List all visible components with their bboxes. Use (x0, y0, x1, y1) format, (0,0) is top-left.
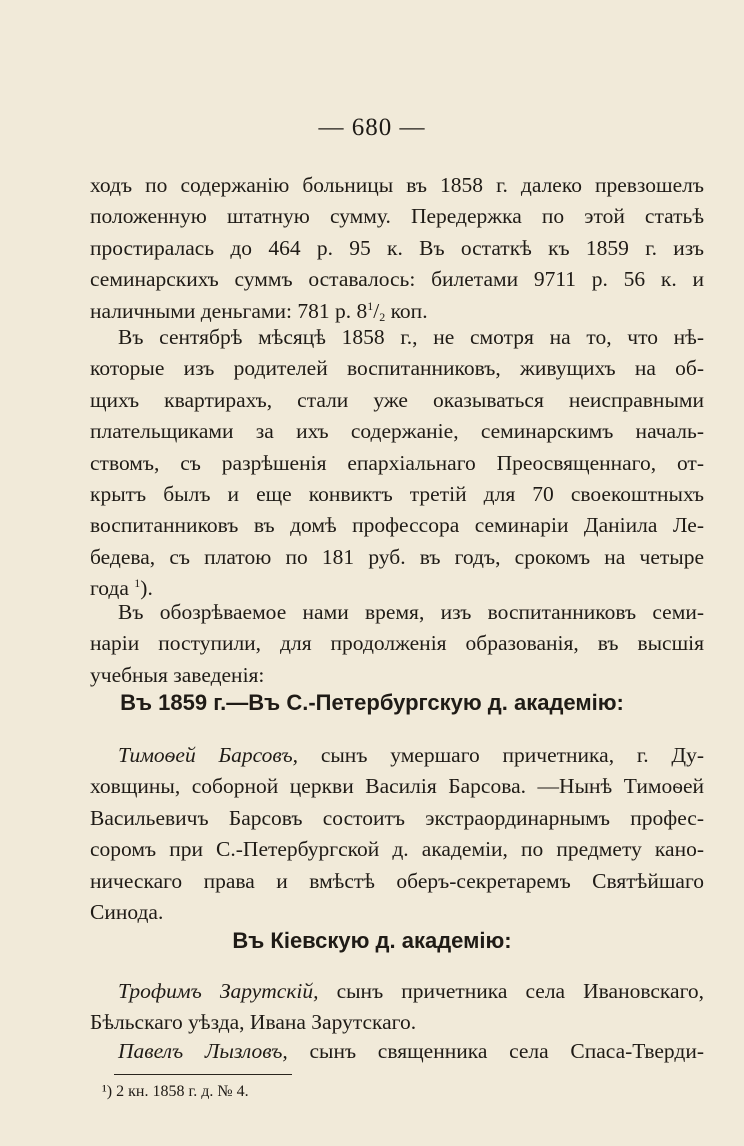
text-line: воспитанниковъ въ домѣ профессора семинаріи Даніила Ле- (90, 513, 704, 538)
person-name: Павелъ Лызловъ, (118, 1039, 288, 1063)
text-line: Тимоѳей Барсовъ, сынъ умершаго причетника, г. Ду- (118, 743, 705, 767)
text-line: Въ обозрѣваемое нами время, изъ воспитанниковъ семи- (118, 600, 704, 624)
text-line-last: наличными деньгами: 781 р. $8^1/_2$ коп. (90, 298, 428, 324)
text-line: Трофимъ Зарутскій, сынъ причетника села Ивановскаго, (118, 979, 704, 1003)
paragraph-hospital-expenses (90, 170, 704, 327)
text-line: семинарскихъ суммъ оставалось: билетами 9711 р. 56 к. и (90, 267, 704, 292)
text-line: крытъ былъ и еще конвиктъ третій для 70 своекоштныхъ (90, 482, 704, 507)
footnote: ¹) 2 кн. 1858 г. д. № 4. (102, 1083, 249, 1100)
text-line: наріи поступили, для продолженія образованія, въ высшія (90, 631, 704, 656)
entry-timofey-barsov (90, 740, 704, 928)
text-line: Павелъ Лызловъ, сынъ священника села Спаса-Тверди- (118, 1039, 704, 1063)
text-line: простиралась до 464 р. 95 к. Въ остаткѣ къ 1859 г. изъ (90, 235, 704, 260)
text-line: ническаго права и вмѣстѣ оберъ-секретаремъ Святѣйшаго (90, 868, 704, 893)
text-line: ховщины, соборной церкви Василія Барсова. —Нынѣ Тимоѳей (90, 774, 704, 799)
text-line: которые изъ родителей воспитанниковъ, живущихъ на об- (90, 356, 704, 381)
paragraph-graduates-intro (90, 597, 704, 691)
text-line: щихъ квартирахъ, стали уже оказываться неисправными (90, 387, 704, 412)
text-line: ствомъ, съ разрѣшенія епархіальнаго Преосвященнаго, от- (90, 450, 704, 475)
footnote-ref: 1 (134, 576, 141, 591)
text-line: положенную штатную сумму. Передержка по этой статьѣ (90, 204, 704, 229)
footnote-divider (114, 1074, 292, 1075)
text-line-last: учебныя заведенія: (90, 662, 265, 687)
text-line: плательщиками за ихъ содержаніе, семинарскимъ началь- (90, 419, 704, 444)
entry-trofim-zarutsky (90, 976, 704, 1039)
text-line-last: Синода. (90, 900, 164, 925)
text-line: ходъ по содержанію больницы въ 1858 г. далеко превзошелъ (90, 173, 704, 197)
page-number: — 680 — (318, 114, 426, 141)
text-line: бедева, съ платою по 181 руб. въ годъ, срокомъ на четыре (90, 544, 704, 569)
section-heading-kiev-academy: Въ Кіевскую д. академію: (232, 928, 512, 953)
text-line: соромъ при С.-Петербургской д. академіи, по предмету кано- (90, 837, 704, 862)
paragraph-convict-opening (90, 322, 704, 605)
person-name: Трофимъ Зарутскій, (118, 979, 319, 1003)
section-heading-spb-academy: Въ 1859 г.—Въ С.-Петербургскую д. академію: (120, 690, 624, 715)
text-line-last: года $^1$). (90, 576, 153, 601)
text-line: Въ сентябрѣ мѣсяцѣ 1858 г., не смотря на то, что нѣ- (118, 325, 704, 349)
entry-pavel-lyzlov (90, 1036, 704, 1067)
person-name: Тимоѳей Барсовъ, (118, 743, 299, 767)
text-line: Васильевичъ Барсовъ состоитъ экстраординарнымъ профес- (90, 805, 704, 830)
text-line-last: Бѣльскаго уѣзда, Ивана Зарутскаго. (90, 1010, 417, 1035)
